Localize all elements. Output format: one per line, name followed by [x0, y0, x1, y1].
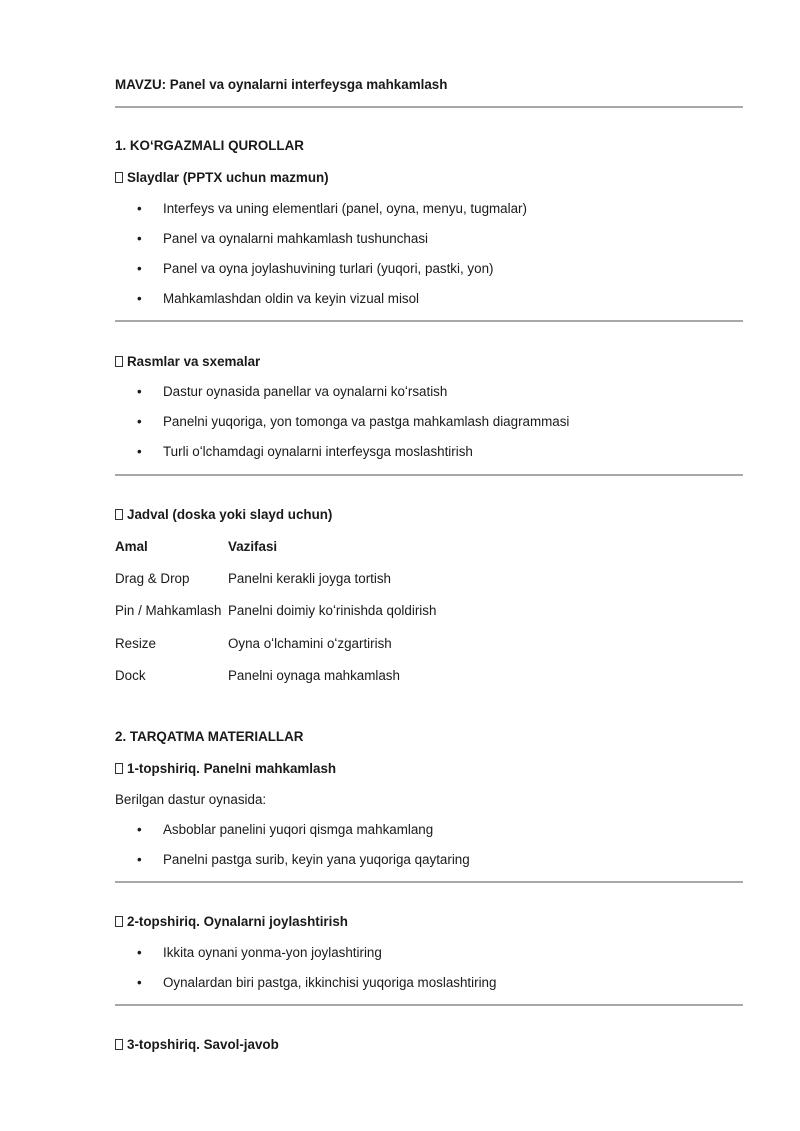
- table-col-header: Vazifasi: [228, 539, 278, 554]
- missing-glyph-icon: [115, 763, 123, 774]
- task1-intro: Berilgan dastur oynasida:: [115, 792, 267, 807]
- missing-glyph-icon: [115, 356, 123, 367]
- divider: [115, 106, 743, 108]
- pictures-heading: Rasmlar va sxemalar: [115, 354, 260, 370]
- missing-glyph-icon: [115, 509, 123, 520]
- table-cell: Panelni doimiy koʻrinishda qoldirish: [228, 603, 437, 618]
- task2-heading: 2-topshiriq. Oynalarni joylashtirish: [115, 914, 348, 930]
- missing-glyph-icon: [115, 1039, 123, 1050]
- table-cell: Panelni kerakli joyga tortish: [228, 571, 392, 586]
- divider: [115, 320, 743, 322]
- page-title: MAVZU: Panel va oynalarni interfeysga mahkamlash: [115, 77, 448, 92]
- task1-heading: 1-topshiriq. Panelni mahkamlash: [115, 761, 336, 777]
- table-cell: Drag & Drop: [115, 571, 190, 586]
- missing-glyph-icon: [115, 916, 123, 927]
- divider: [115, 1004, 743, 1006]
- table-cell: Panelni oynaga mahkamlash: [228, 668, 400, 683]
- slides-heading: Slaydlar (PPTX uchun mazmun): [115, 170, 329, 186]
- document-page: MAVZU: Panel va oynalarni interfeysga mahkamlash 1. KOʻRGAZMALI QUROLLAR Slaydlar (PPTX uchun mazmun) • Interfeys va uning elementlari (panel, oyna, menyu, tugmalar) • Panel va oynalarni mahkamlash tushunchasi • Panel va oyna joylashuvining turlari (yuqori, pastki, yon) • Mahkamlashdan oldin va keyin vizual misol Rasmlar va sxemalar • Dastur oynasida panellar va oynalarni koʻrsatish • Panelni yuqoriga, yon tomonga va pastga mahkamlash diagrammasi • Turli oʻlchamdagi oynalarni interfeysga moslashtirish Jadval (doska yoki slayd uchun) Amal Vazifasi Drag & Drop Panelni kerakli joyga tortish Pin / Mahkamlash Panelni doimiy koʻrinishda qoldirish Resize Oyna oʻlchamini oʻzgartirish Dock Panelni oynaga mahkamlash 2. TARQATMA MATERIALLAR 1-topshiriq. Panelni mahkamlash Berilgan dastur oynasida: • Asboblar panelini yuqori qismga mahkamlang • Panelni pastga surib, keyin yana yuqoriga qaytaring 2-topshiriq. Oynalarni joylashtirish • Ikkita oynani yonma-yon joylashtiring • Oynalardan biri pastga, ikkinchisi yuqoriga moslashtiring 3-topshiriq. Savol-javob: [0, 0, 800, 1131]
- section2-heading: 2. TARQATMA MATERIALLAR: [115, 729, 304, 744]
- table-cell: Resize: [115, 636, 156, 651]
- table-cell: Oyna oʻlchamini oʻzgartirish: [228, 636, 392, 651]
- divider: [115, 881, 743, 883]
- section1-heading: 1. KOʻRGAZMALI QUROLLAR: [115, 138, 304, 153]
- table-col-header: Amal: [115, 539, 148, 554]
- table-cell: Pin / Mahkamlash: [115, 603, 222, 618]
- missing-glyph-icon: [115, 172, 123, 183]
- task3-heading: 3-topshiriq. Savol-javob: [115, 1037, 279, 1053]
- table-cell: Dock: [115, 668, 146, 683]
- divider: [115, 474, 743, 476]
- table-heading: Jadval (doska yoki slayd uchun): [115, 507, 332, 523]
